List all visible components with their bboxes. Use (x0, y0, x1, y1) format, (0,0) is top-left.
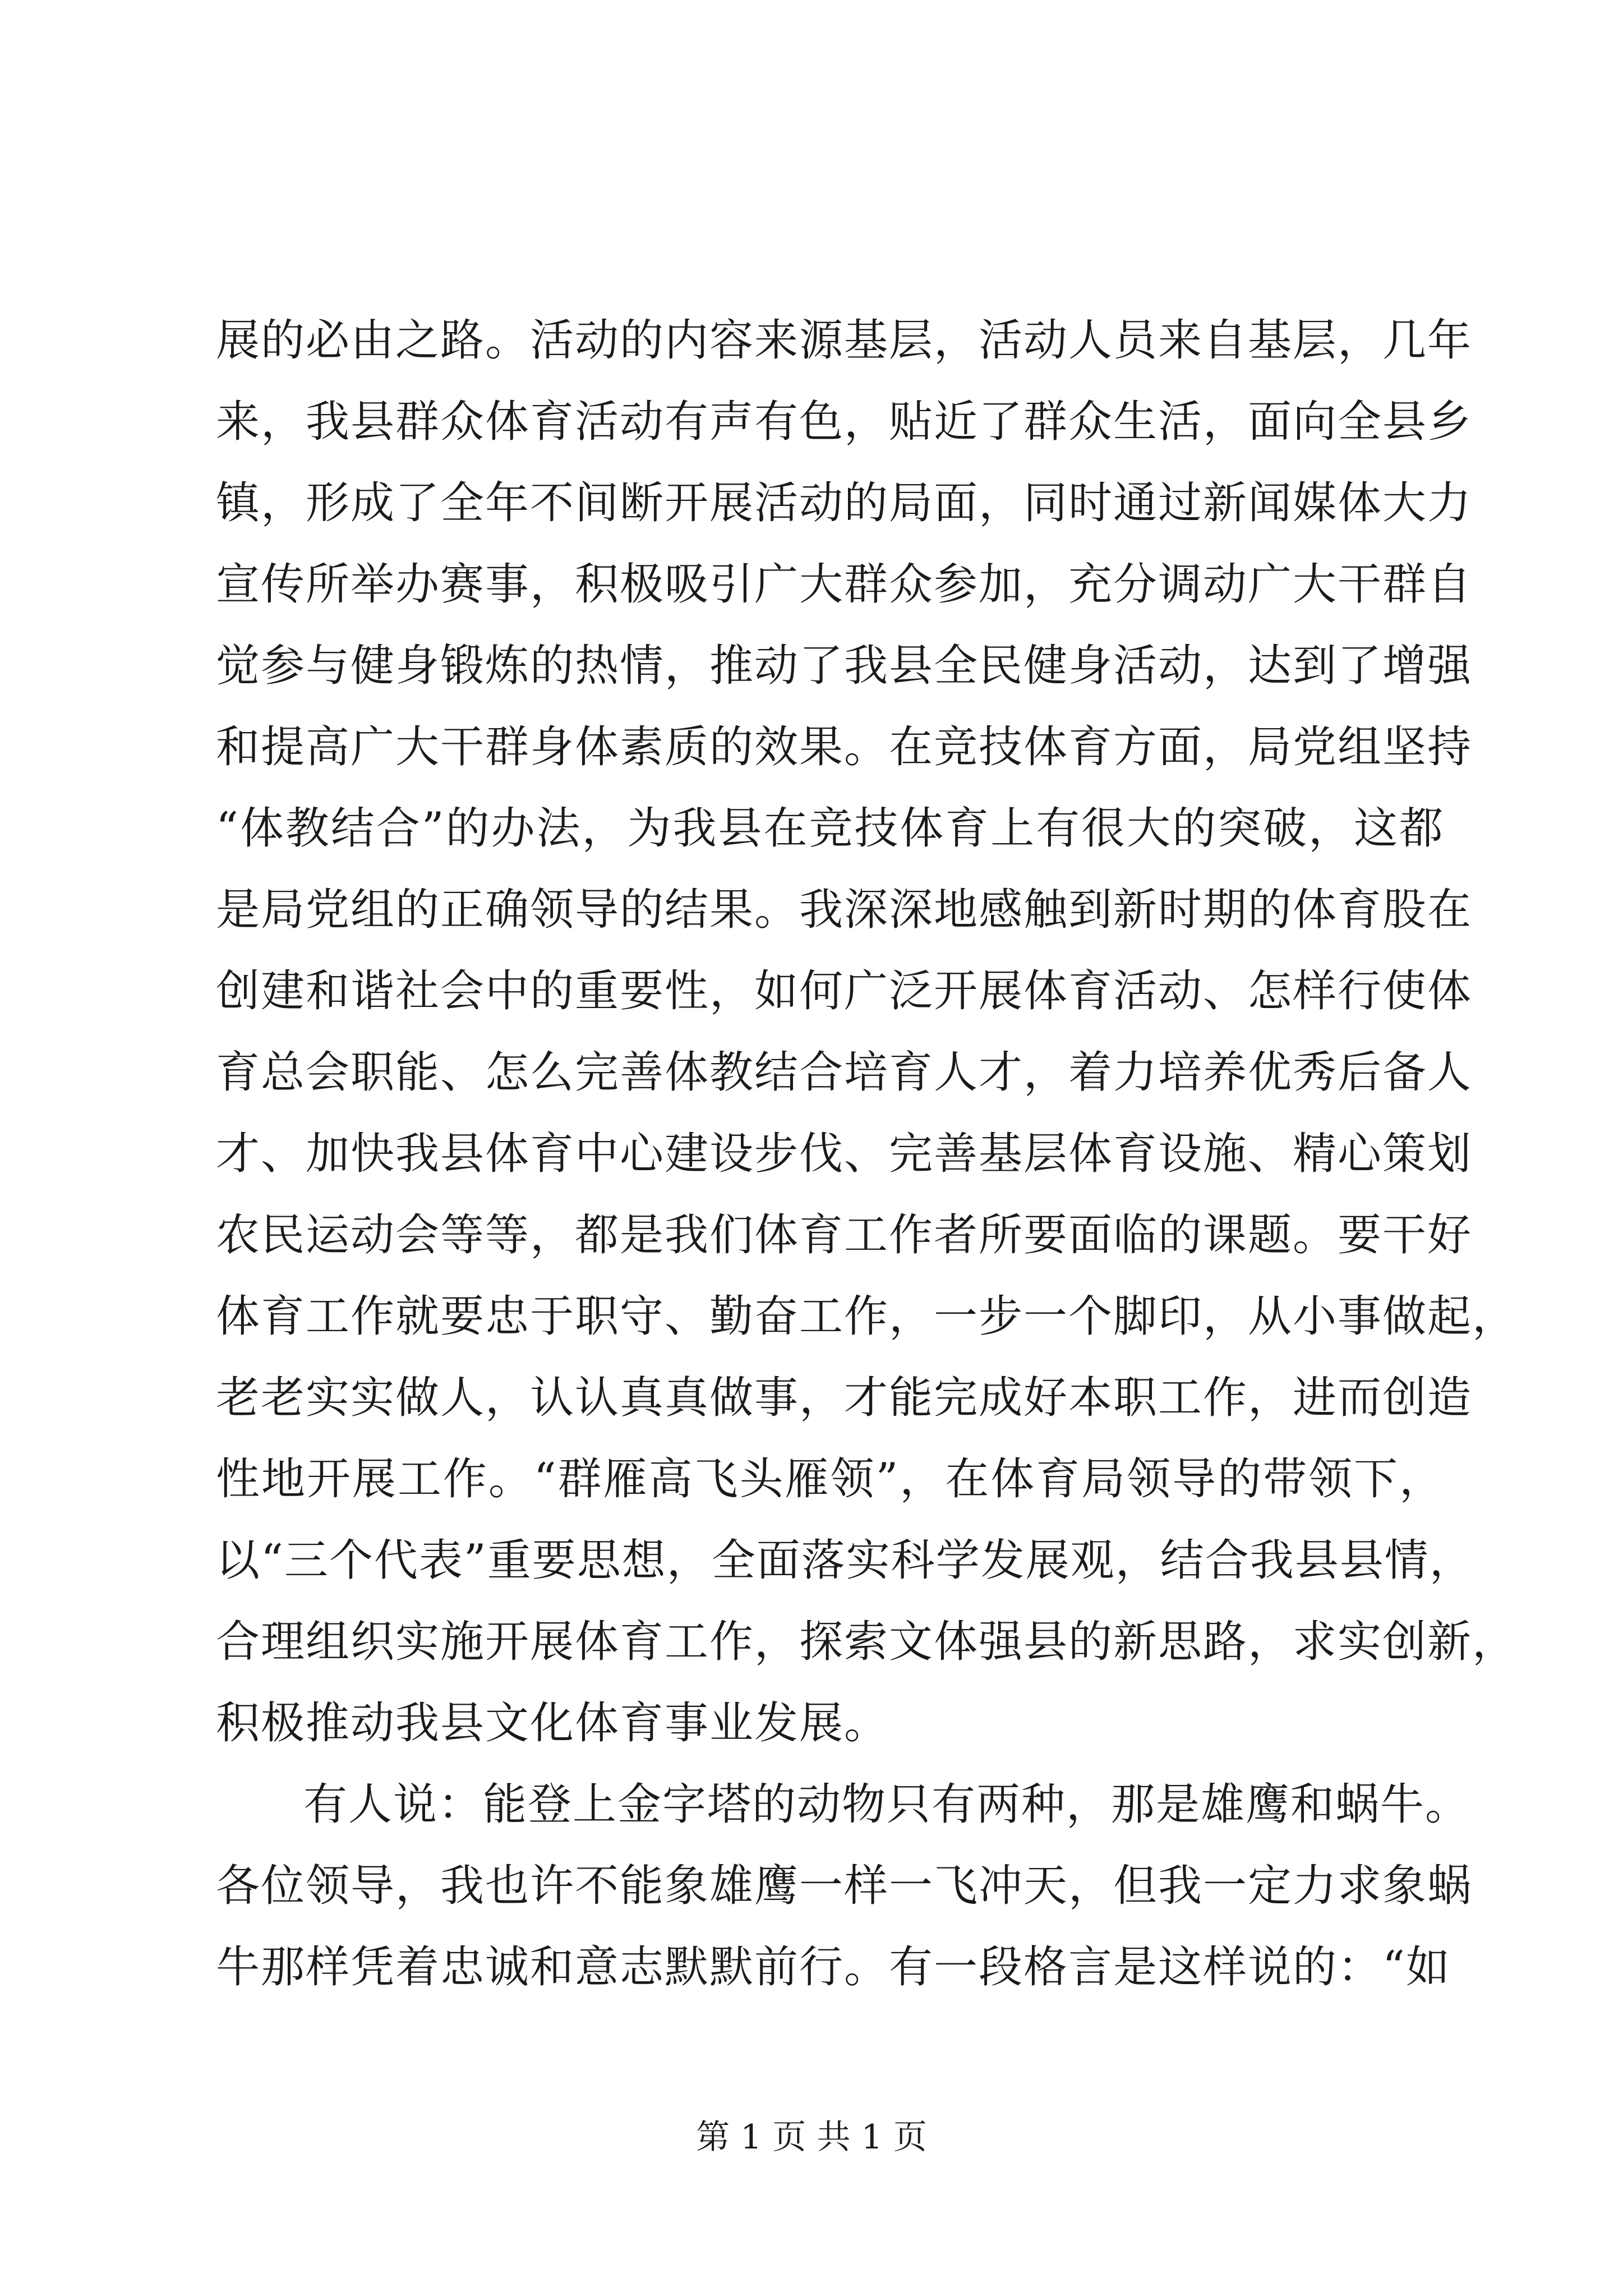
text-line: 体育工作就要忠于职守、勤奋工作，一步一个脚印，从小事做起， (216, 1291, 1518, 1342)
text-line: “体教结合”的办法，为我县在竞技体育上有很大的突破，这都 (216, 803, 1444, 854)
text-line: 以“三个代表”重要思想，全面落实科学发展观，结合我县县情， (216, 1535, 1474, 1586)
text-line: 镇，形成了全年不间断开展活动的局面，同时通过新闻媒体大力 (216, 478, 1473, 528)
text-line: 创建和谐社会中的重要性，如何广泛开展体育活动、怎样行使体 (216, 966, 1473, 1016)
text-line: 是局党组的正确领导的结果。我深深地感触到新时期的体育股在 (216, 885, 1473, 935)
text-line: 育总会职能、怎么完善体教结合培育人才，着力培养优秀后备人 (216, 1047, 1473, 1098)
page-number-footer: 第 1 页 共 1 页 (696, 2118, 927, 2157)
paragraph-2 (216, 1764, 1473, 2008)
text-line: 和提高广大干群身体素质的效果。在竞技体育方面，局党组坚持 (216, 722, 1473, 772)
text-line: 农民运动会等等，都是我们体育工作者所要面临的课题。要干好 (216, 1210, 1473, 1260)
text-line: 积极推动我县文化体育事业发展。 (216, 1698, 889, 1749)
text-line: 牛那样凭着忠诚和意志默默前行。有一段格言是这样说的：“如 (216, 1942, 1451, 1993)
text-line: 觉参与健身锻炼的热情，推动了我县全民健身活动，达到了增强 (216, 641, 1473, 691)
text-line: 展的必由之路。活动的内容来源基层，活动人员来自基层，几年 (216, 315, 1473, 366)
text-line: 性地开展工作。“群雁高飞头雁领”，在体育局领导的带领下， (216, 1454, 1444, 1504)
text-line: 合理组织实施开展体育工作，探索文体强县的新思路，求实创新， (216, 1617, 1518, 1667)
text-line: 来，我县群众体育活动有声有色，贴近了群众生活，面向全县乡 (216, 397, 1473, 447)
text-line: 才、加快我县体育中心建设步伐、完善基层体育设施、精心策划 (216, 1129, 1473, 1179)
text-line: 宣传所举办赛事，积极吸引广大群众参加，充分调动广大干群自 (216, 559, 1473, 610)
text-line: 老老实实做人，认认真真做事，才能完成好本职工作，进而创造 (216, 1373, 1473, 1423)
paragraph-1 (216, 300, 1518, 1764)
document-body (216, 300, 1518, 2008)
text-line: 各位领导，我也许不能象雄鹰一样一飞冲天，但我一定力求象蜗 (216, 1861, 1473, 1911)
text-line: 有人说：能登上金字塔的动物只有两种，那是雄鹰和蜗牛。 (303, 1779, 1470, 1830)
